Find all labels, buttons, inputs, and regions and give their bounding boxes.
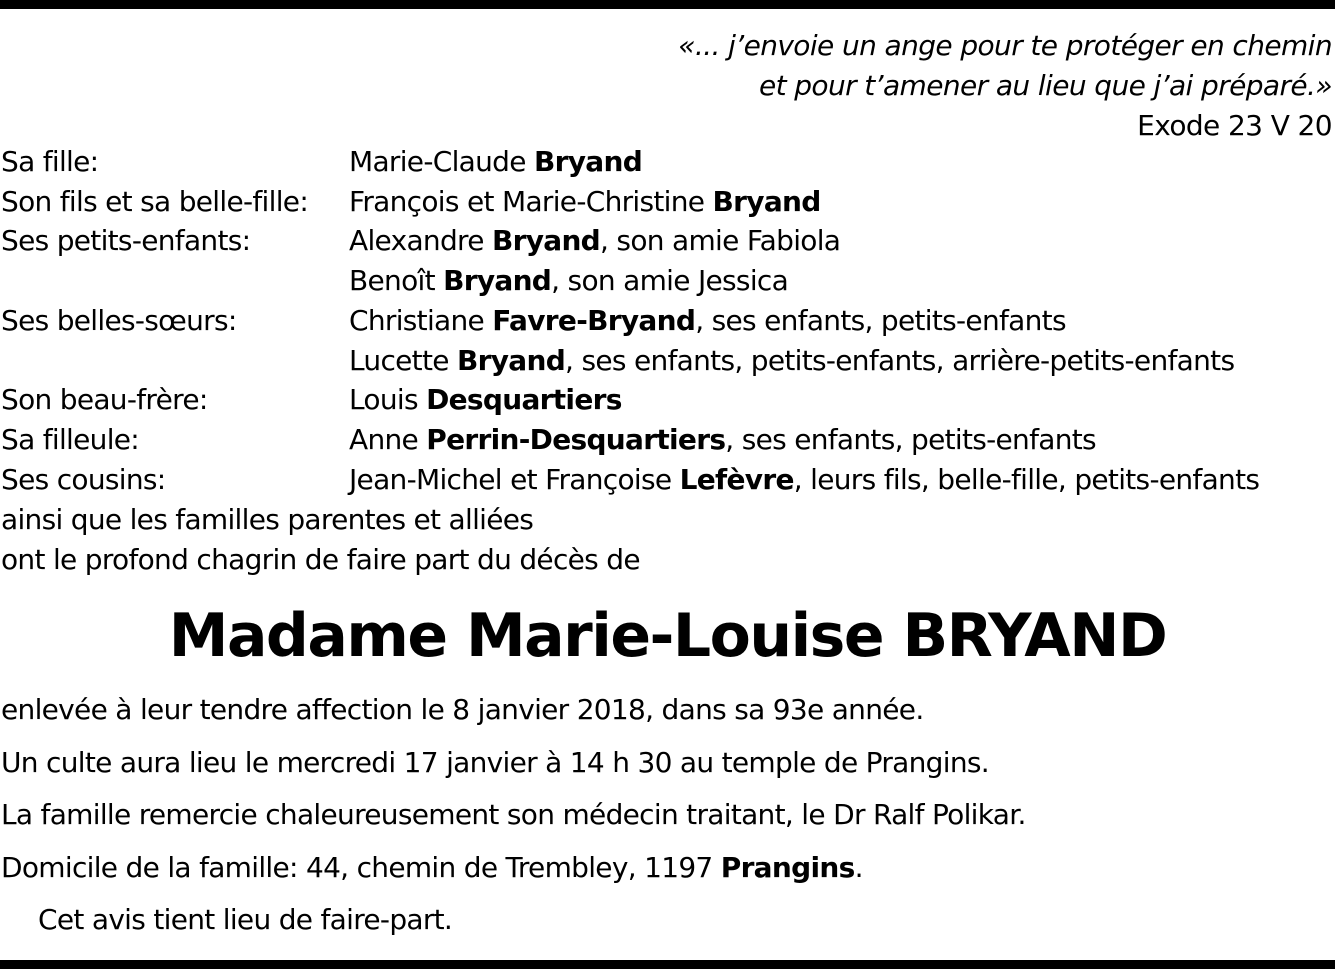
family-row: [1, 420, 1259, 460]
passing-line: enlevée à leur tendre affection le 8 janvier 2018, dans sa 93e année.: [1, 693, 924, 726]
family-members-table: [1, 142, 1259, 499]
epigraph-quote: [678, 26, 1332, 146]
family-relation: Ses belles-sœurs:: [1, 303, 237, 337]
family-relation: Ses petits-enfants:: [1, 224, 251, 258]
family-surname: Perrin-Desquartiers: [426, 422, 726, 456]
family-row: [1, 142, 1259, 182]
deceased-name-heading: Madame Marie-Louise BRYAND: [168, 601, 1167, 671]
family-names: Jean-Michel et Françoise Lefèvre, leurs fils, belle-fille, petits-enfants: [349, 462, 1260, 496]
family-names: François et Marie-Christine Bryand: [349, 184, 821, 218]
bottom-border-rule: [0, 960, 1335, 969]
family-names: Lucette Bryand, ses enfants, petits-enfants, arrière-petits-enfants: [349, 343, 1235, 377]
top-border-rule: [0, 0, 1335, 9]
family-relation: Sa filleule:: [1, 422, 140, 456]
quote-line-2: et pour t’amener au lieu que j’ai préparé.»: [758, 69, 1332, 102]
announcement-lines: [1, 500, 640, 579]
family-names: Benoît Bryand, son amie Jessica: [349, 264, 789, 298]
service-line: Un culte aura lieu le mercredi 17 janvier à 14 h 30 au temple de Prangins.: [1, 745, 989, 779]
family-row: [1, 182, 1259, 222]
family-relation: Sa fille:: [1, 145, 99, 178]
family-surname: Bryand: [491, 224, 601, 258]
family-surname: Bryand: [443, 264, 552, 298]
family-row: [1, 221, 1259, 261]
family-names: Marie-Claude Bryand: [349, 145, 643, 178]
family-surname: Lefèvre: [679, 462, 794, 496]
family-relation: [1, 341, 349, 381]
notice-line: Cet avis tient lieu de faire-part.: [38, 903, 453, 936]
family-relation: Son beau-frère:: [1, 383, 208, 417]
family-surname: Bryand: [533, 145, 643, 178]
family-names: Alexandre Bryand, son amie Fabiola: [349, 224, 841, 258]
family-relation: [1, 261, 349, 301]
family-names: Louis Desquartiers: [349, 383, 622, 417]
family-row: [1, 301, 1259, 341]
domicile-town: Prangins: [720, 850, 855, 884]
family-row: [1, 380, 1259, 420]
family-row: [1, 261, 1259, 301]
closing-line: ainsi que les familles parentes et alliées: [1, 503, 534, 536]
family-surname: Desquartiers: [426, 383, 622, 417]
family-relation: Ses cousins:: [1, 462, 166, 496]
quote-reference: Exode 23 V 20: [1137, 109, 1332, 142]
family-surname: Favre-Bryand: [492, 303, 696, 337]
family-names: Christiane Favre-Bryand, ses enfants, petits-enfants: [349, 303, 1066, 337]
family-surname: Bryand: [456, 343, 566, 377]
family-names: Anne Perrin-Desquartiers, ses enfants, petits-enfants: [349, 422, 1096, 456]
funeral-info: [1, 684, 1026, 947]
family-surname: Bryand: [712, 184, 821, 218]
domicile-line: Domicile de la famille: 44, chemin de Trembley, 1197 Prangins.: [1, 850, 863, 884]
quote-line-1: «... j’envoie un ange pour te protéger en chemin: [678, 29, 1332, 62]
closing-line: ont le profond chagrin de faire part du décès de: [1, 542, 640, 576]
family-relation: Son fils et sa belle-fille:: [1, 184, 309, 218]
thanks-line: La famille remercie chaleureusement son médecin traitant, le Dr Ralf Polikar.: [1, 798, 1026, 831]
family-row: [1, 341, 1259, 381]
family-row: [1, 460, 1259, 500]
